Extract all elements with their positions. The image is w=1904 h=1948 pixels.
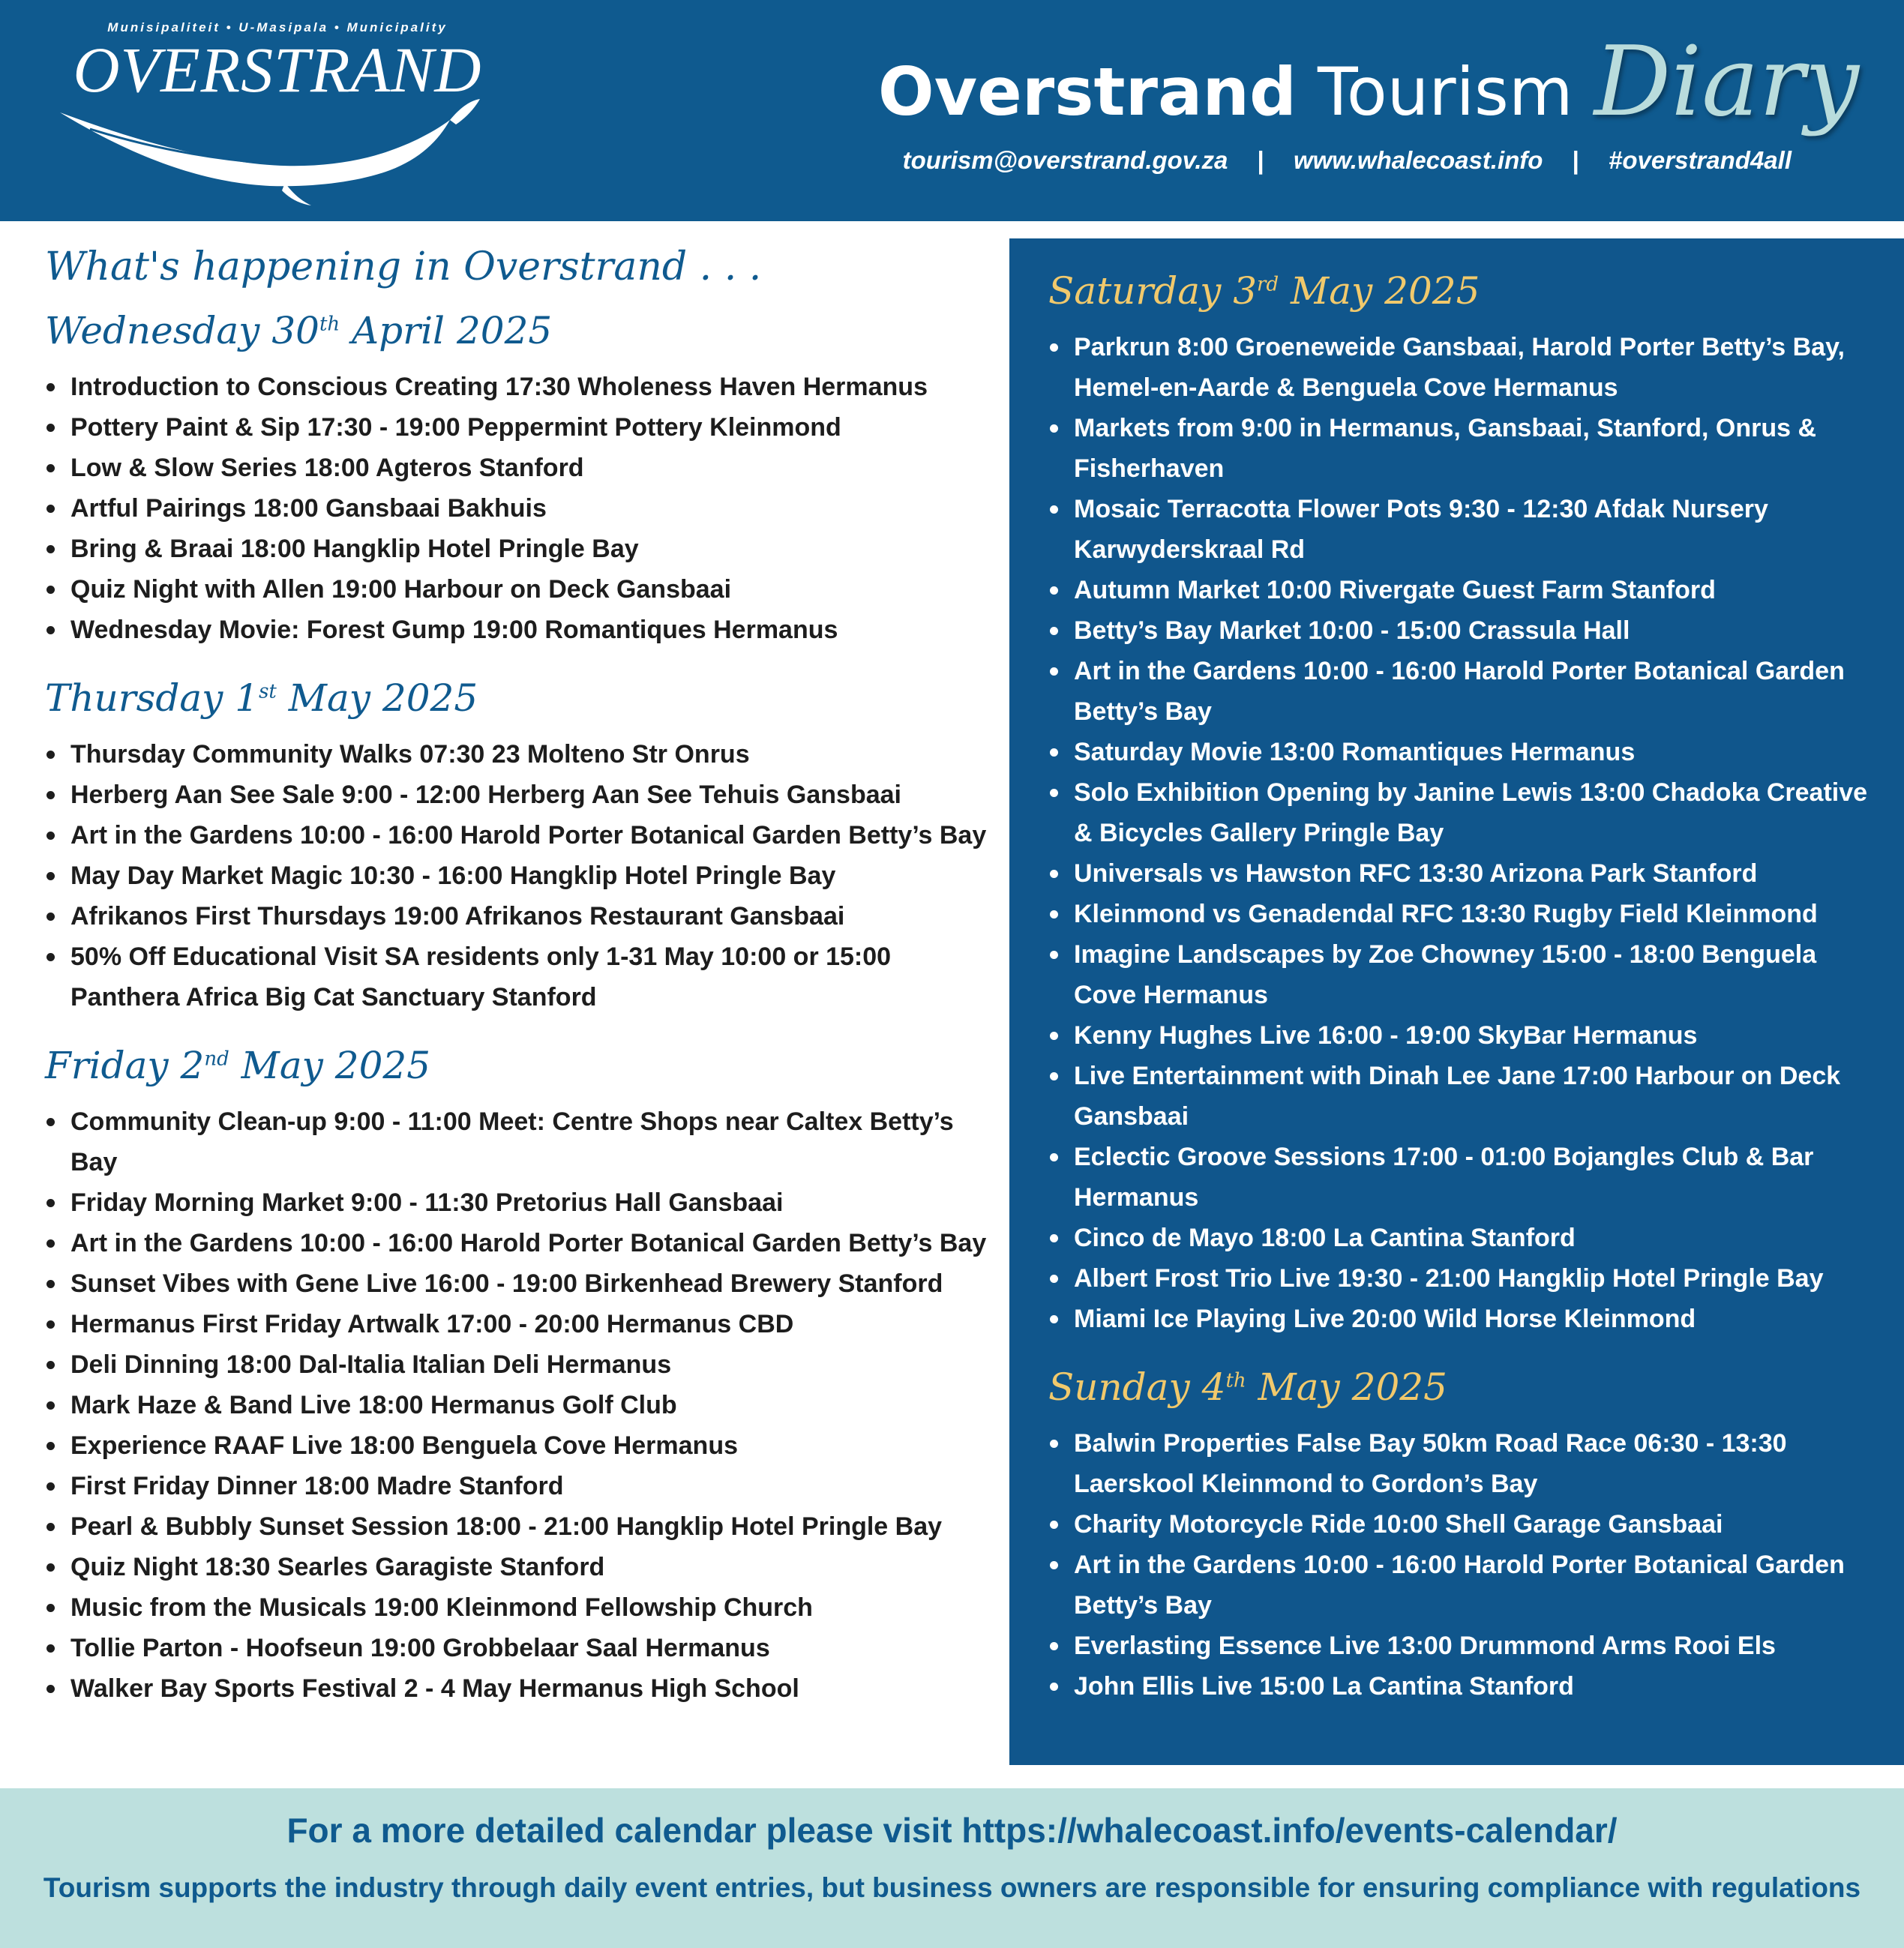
disclaimer-text: Tourism supports the industry through daily event entries, but business owners are responsible for ensuring compliance with regulations [43, 1872, 1861, 1903]
separator: | [1257, 146, 1264, 174]
event-item: Autumn Market 10:00 Rivergate Guest Farm Stanford [1048, 570, 1874, 610]
event-item: Universals vs Hawston RFC 13:30 Arizona Park Stanford [1048, 853, 1874, 894]
event-item: Sunset Vibes with Gene Live 16:00 - 19:00 Birkenhead Brewery Stanford [45, 1263, 997, 1304]
event-item: Introduction to Conscious Creating 17:30 Wholeness Haven Hermanus [45, 367, 997, 407]
event-item: 50% Off Educational Visit SA residents only 1-31 May 10:00 or 15:00 Panthera Africa Big Cat Sanctuary Stanford [45, 937, 997, 1017]
event-item: First Friday Dinner 18:00 Madre Stanford [45, 1466, 997, 1506]
event-item: Miami Ice Playing Live 20:00 Wild Horse Kleinmond [1048, 1299, 1874, 1339]
header [0, 0, 1904, 221]
event-item: Bring & Braai 18:00 Hangklip Hotel Pringle Bay [45, 529, 997, 569]
event-item: Art in the Gardens 10:00 - 16:00 Harold Porter Botanical Garden Betty’s Bay [1048, 651, 1874, 732]
event-item: John Ellis Live 15:00 La Cantina Stanford [1048, 1666, 1874, 1707]
event-list [45, 734, 997, 1017]
event-list [45, 1101, 997, 1709]
event-item: Community Clean-up 9:00 - 11:00 Meet: Centre Shops near Caltex Betty’s Bay [45, 1101, 997, 1182]
event-list [1048, 327, 1874, 1339]
event-item: Quiz Night 18:30 Searles Garagiste Stanford [45, 1547, 997, 1587]
day-section-thursday [45, 676, 997, 1017]
day-section-friday [45, 1043, 997, 1709]
right-column-panel [1009, 238, 1904, 1765]
event-item: Artful Pairings 18:00 Gansbaai Bakhuis [45, 488, 997, 529]
footer [0, 1788, 1904, 1948]
event-item: Afrikanos First Thursdays 19:00 Afrikanos Restaurant Gansbaai [45, 896, 997, 937]
calendar-link-text[interactable]: For a more detailed calendar please visit https://whalecoast.info/events-calendar/ [286, 1811, 1618, 1850]
event-item: Imagine Landscapes by Zoe Chowney 15:00 - 18:00 Benguela Cove Hermanus [1048, 934, 1874, 1015]
event-item: Art in the Gardens 10:00 - 16:00 Harold Porter Botanical Garden Betty’s Bay [45, 815, 997, 856]
event-item: Betty’s Bay Market 10:00 - 15:00 Crassula Hall [1048, 610, 1874, 651]
event-item: Everlasting Essence Live 13:00 Drummond Arms Rooi Els [1048, 1626, 1874, 1666]
hashtag: #overstrand4all [1609, 146, 1792, 174]
event-item: Low & Slow Series 18:00 Agteros Stanford [45, 448, 997, 488]
event-item: Mosaic Terracotta Flower Pots 9:30 - 12:30 Afdak Nursery Karwyderskraal Rd [1048, 489, 1874, 570]
event-item: May Day Market Magic 10:30 - 16:00 Hangklip Hotel Pringle Bay [45, 856, 997, 896]
event-item: Eclectic Groove Sessions 17:00 - 01:00 Bojangles Club & Bar Hermanus [1048, 1137, 1874, 1218]
day-section-wednesday [45, 308, 997, 650]
logo-tagline: Munisipaliteit • U-Masipala • Municipality [107, 20, 448, 34]
event-item: Solo Exhibition Opening by Janine Lewis 13:00 Chadoka Creative & Bicycles Gallery Pringle Bay [1048, 772, 1874, 853]
separator: | [1572, 146, 1579, 174]
event-item: Walker Bay Sports Festival 2 - 4 May Hermanus High School [45, 1668, 997, 1709]
day-heading: Saturday 3rd May 2025 [1048, 269, 1480, 313]
event-item: Tollie Parton - Hoofseun 19:00 Grobbelaar Saal Hermanus [45, 1628, 997, 1668]
day-section-sunday [1048, 1365, 1874, 1707]
page-title [878, 26, 1859, 139]
day-heading: Thursday 1st May 2025 [45, 676, 478, 721]
event-item: Markets from 9:00 in Hermanus, Gansbaai, Stanford, Onrus & Fisherhaven [1048, 408, 1874, 489]
event-item: Quiz Night with Allen 19:00 Harbour on Deck Gansbaai [45, 569, 997, 610]
event-item: Herberg Aan See Sale 9:00 - 12:00 Herberg Aan See Tehuis Gansbaai [45, 775, 997, 815]
left-column [45, 244, 997, 1734]
event-item: Live Entertainment with Dinah Lee Jane 17:00 Harbour on Deck Gansbaai [1048, 1056, 1874, 1137]
event-item: Kleinmond vs Genadendal RFC 13:30 Rugby Field Kleinmond [1048, 894, 1874, 934]
title-script: Diary [1594, 26, 1859, 138]
event-item: Pottery Paint & Sip 17:30 - 19:00 Peppermint Pottery Kleinmond [45, 407, 997, 448]
intro-heading: What's happening in Overstrand . . . [45, 244, 762, 289]
event-item: Friday Morning Market 9:00 - 11:30 Pretorius Hall Gansbaai [45, 1182, 997, 1223]
email-link[interactable]: tourism@overstrand.gov.za [902, 146, 1228, 174]
event-item: Deli Dinning 18:00 Dal-Italia Italian Deli Hermanus [45, 1344, 997, 1385]
title-bold: Overstrand [877, 53, 1297, 130]
event-item: Kenny Hughes Live 16:00 - 19:00 SkyBar Hermanus [1048, 1015, 1874, 1056]
event-item: Balwin Properties False Bay 50km Road Race 06:30 - 13:30 Laerskool Kleinmond to Gordon’s Bay [1048, 1423, 1874, 1504]
event-item: Saturday Movie 13:00 Romantiques Hermanus [1048, 732, 1874, 772]
day-section-saturday [1048, 268, 1874, 1339]
title-regular: Tourism [1318, 53, 1573, 130]
event-item: Music from the Musicals 19:00 Kleinmond Fellowship Church [45, 1587, 997, 1628]
event-item: Cinco de Mayo 18:00 La Cantina Stanford [1048, 1218, 1874, 1258]
whale-icon [60, 16, 480, 208]
overstrand-logo [60, 16, 480, 208]
event-item: Thursday Community Walks 07:30 23 Molteno Str Onrus [45, 734, 997, 775]
event-item: Art in the Gardens 10:00 - 16:00 Harold Porter Botanical Garden Betty’s Bay [45, 1223, 997, 1263]
event-item: Art in the Gardens 10:00 - 16:00 Harold Porter Botanical Garden Betty’s Bay [1048, 1545, 1874, 1626]
day-heading: Sunday 4th May 2025 [1048, 1365, 1447, 1409]
day-heading: Friday 2nd May 2025 [45, 1044, 431, 1088]
event-list [45, 367, 997, 650]
event-item: Pearl & Bubbly Sunset Session 18:00 - 21:00 Hangklip Hotel Pringle Bay [45, 1506, 997, 1547]
event-item: Experience RAAF Live 18:00 Benguela Cove Hermanus [45, 1425, 997, 1466]
event-item: Parkrun 8:00 Groeneweide Gansbaai, Harold Porter Betty’s Bay, Hemel-en-Aarde & Benguela Cove Hermanus [1048, 327, 1874, 408]
contact-line [903, 146, 1792, 175]
website-link[interactable]: www.whalecoast.info [1293, 146, 1543, 174]
event-item: Charity Motorcycle Ride 10:00 Shell Garage Gansbaai [1048, 1504, 1874, 1545]
event-item: Hermanus First Friday Artwalk 17:00 - 20:00 Hermanus CBD [45, 1304, 997, 1344]
logo-name: OVERSTRAND [73, 34, 482, 106]
event-list [1048, 1423, 1874, 1707]
event-item: Albert Frost Trio Live 19:30 - 21:00 Hangklip Hotel Pringle Bay [1048, 1258, 1874, 1299]
event-item: Wednesday Movie: Forest Gump 19:00 Romantiques Hermanus [45, 610, 997, 650]
day-heading: Wednesday 30th April 2025 [45, 309, 553, 353]
event-item: Mark Haze & Band Live 18:00 Hermanus Golf Club [45, 1385, 997, 1425]
